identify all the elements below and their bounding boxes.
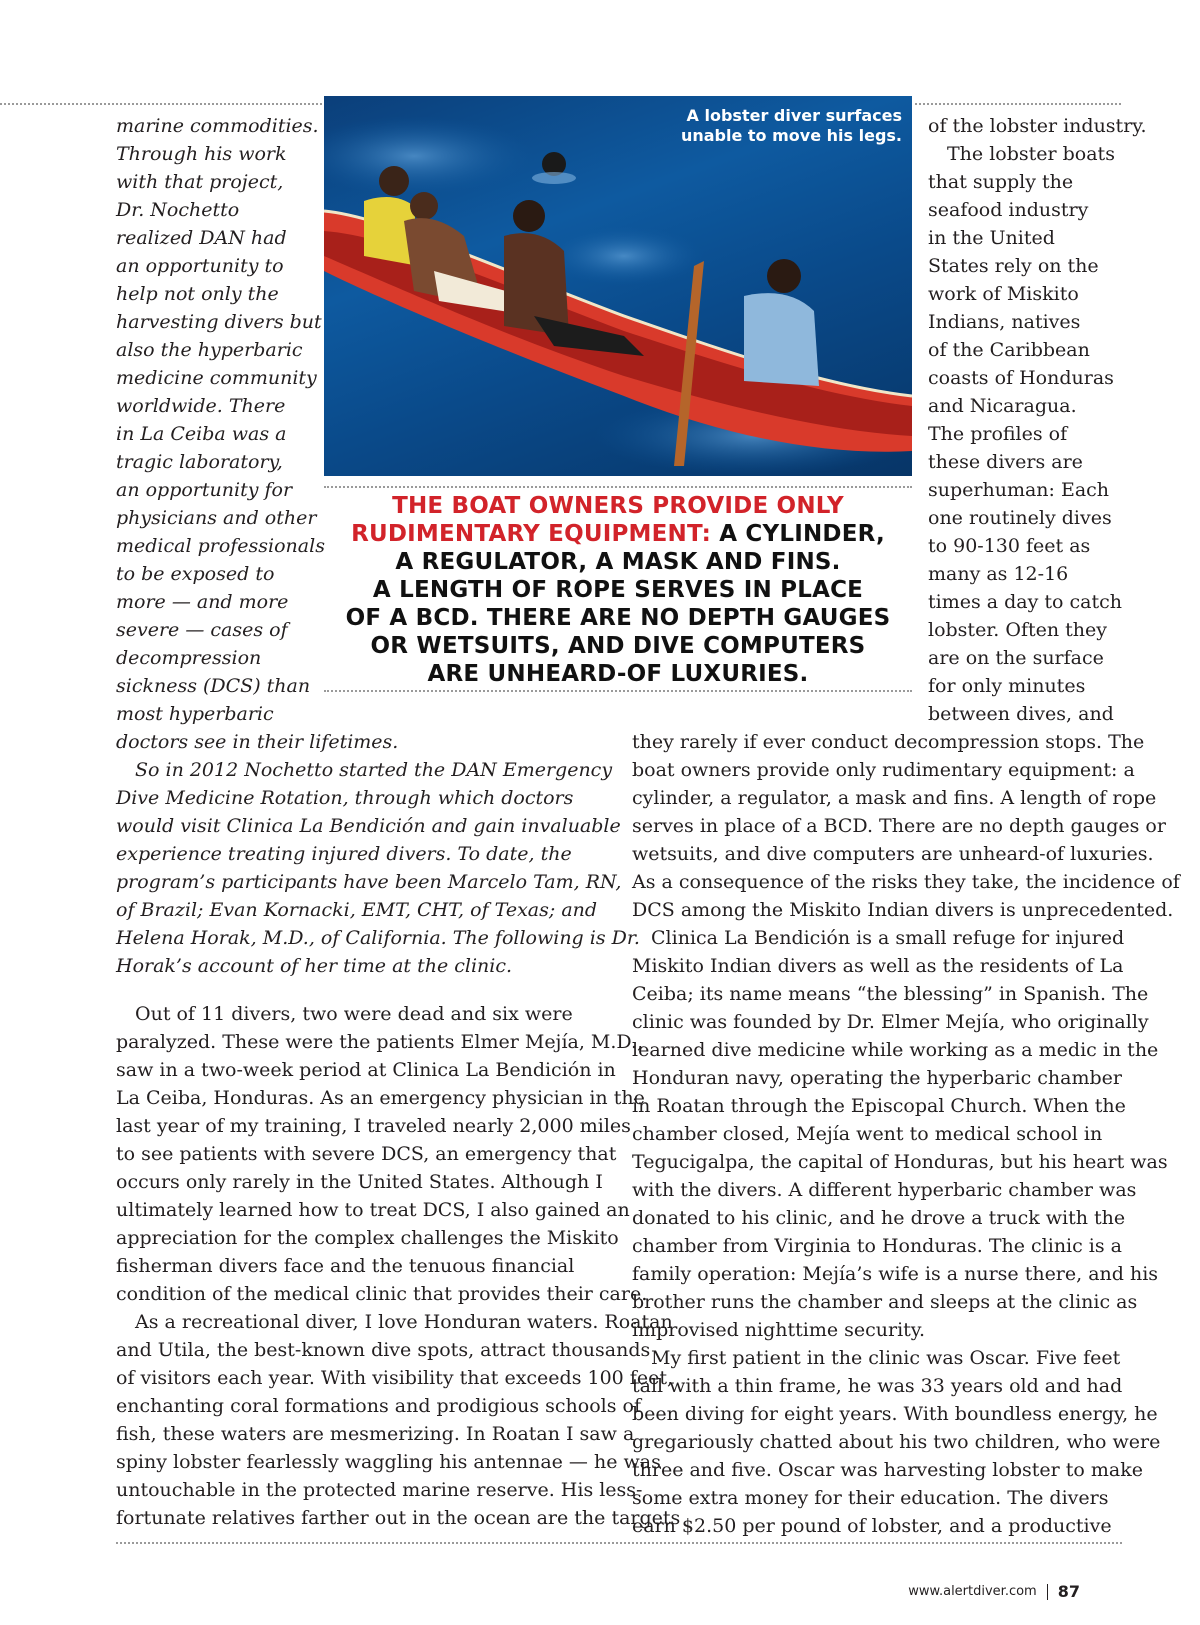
pull-quote: [324, 492, 912, 688]
text-line: three and five. Oscar was harvesting lobster to make: [632, 1459, 1143, 1481]
text-line: superhuman: Each: [928, 479, 1110, 501]
top-rule-right: [915, 103, 1121, 105]
page-footer: [908, 1582, 1080, 1601]
text-line: many as 12-16: [928, 563, 1069, 585]
text-line: Honduran navy, operating the hyperbaric chamber: [632, 1067, 1122, 1089]
text-line: States rely on the: [928, 255, 1099, 277]
text-line: with that project,: [116, 171, 284, 193]
text-line: in the United: [928, 227, 1055, 249]
text-line: and Utila, the best-known dive spots, attract thousands: [116, 1339, 651, 1361]
text-line: tall with a thin frame, he was 33 years old and had: [632, 1375, 1123, 1397]
text-line: decompression: [116, 647, 262, 669]
text-line: most hyperbaric: [116, 703, 274, 725]
text-line: Out of 11 divers, two were dead and six were: [135, 1003, 573, 1025]
text-line: in Roatan through the Episcopal Church. When the: [632, 1095, 1126, 1117]
text-line: family operation: Mejía’s wife is a nurse there, and his: [632, 1263, 1159, 1285]
text-line: As a recreational diver, I love Honduran waters. Roatan: [135, 1311, 673, 1333]
text-line: coasts of Honduras: [928, 367, 1114, 389]
text-line: harvesting divers but: [116, 311, 322, 333]
text-line: The profiles of: [928, 423, 1068, 445]
pull-quote-line: OF A BCD. THERE ARE NO DEPTH GAUGES: [345, 605, 891, 631]
text-line: Helena Horak, M.D., of California. The following is Dr.: [116, 927, 640, 949]
text-line: Ceiba; its name means “the blessing” in Spanish. The: [632, 983, 1149, 1005]
text-line: and Nicaragua.: [928, 395, 1077, 417]
text-line: between dives, and: [928, 703, 1114, 725]
text-line: cylinder, a regulator, a mask and fins. A length of rope: [632, 787, 1157, 809]
text-line: to be exposed to: [116, 563, 275, 585]
text-line: saw in a two-week period at Clinica La Bendición in: [116, 1059, 616, 1081]
text-line: are on the surface: [928, 647, 1104, 669]
lobster-boat-photo: [324, 96, 912, 476]
text-line: program’s participants have been Marcelo Tam, RN,: [116, 871, 622, 893]
boat-illustration: [324, 96, 912, 476]
pull-quote-line: A LENGTH OF ROPE SERVES IN PLACE: [372, 577, 864, 603]
text-line: gregariously chatted about his two children, who were: [632, 1431, 1161, 1453]
text-line: The lobster boats: [947, 143, 1115, 165]
text-line: been diving for eight years. With boundless energy, he: [632, 1403, 1158, 1425]
pull-quote-text: A CYLINDER,: [711, 521, 885, 547]
text-line: improvised nighttime security.: [632, 1319, 926, 1341]
text-line: appreciation for the complex challenges the Miskito: [116, 1227, 619, 1249]
text-line: to 90-130 feet as: [928, 535, 1091, 557]
text-line: some extra money for their education. The divers: [632, 1487, 1109, 1509]
text-line: So in 2012 Nochetto started the DAN Emergency: [135, 759, 613, 781]
text-line: for only minutes: [928, 675, 1086, 697]
text-line: My first patient in the clinic was Oscar. Five feet: [651, 1347, 1121, 1369]
text-line: doctors see in their lifetimes.: [116, 731, 399, 753]
text-line: in La Ceiba was a: [116, 423, 287, 445]
text-line: worldwide. There: [116, 395, 286, 417]
text-line: physicians and other: [116, 507, 317, 529]
pull-quote-line: [324, 520, 912, 548]
text-line: seafood industry: [928, 199, 1089, 221]
left-intro-narrow: [116, 112, 399, 756]
text-line: they rarely if ever conduct decompression stops. The: [632, 731, 1145, 753]
page-number: 87: [1057, 1582, 1080, 1601]
text-line: Miskito Indian divers as well as the residents of La: [632, 955, 1124, 977]
text-line: of Brazil; Evan Kornacki, EMT, CHT, of Texas; and: [116, 899, 598, 921]
text-line: serves in place of a BCD. There are no depth gauges or: [632, 815, 1166, 837]
text-line: of the Caribbean: [928, 339, 1090, 361]
right-narrow-column: [928, 112, 1147, 728]
text-line: lobster. Often they: [928, 619, 1107, 641]
text-line: also the hyperbaric: [116, 339, 303, 361]
caption-line: A lobster diver surfaces: [686, 106, 902, 125]
text-line: fish, these waters are mesmerizing. In Roatan I saw a: [116, 1423, 635, 1445]
bottom-rule: [116, 1542, 1122, 1544]
text-line: La Ceiba, Honduras. As an emergency physician in the: [116, 1087, 645, 1109]
text-line: condition of the medical clinic that provides their care.: [116, 1283, 648, 1305]
text-line: an opportunity for: [116, 479, 293, 501]
text-line: one routinely dives: [928, 507, 1112, 529]
text-line: Horak’s account of her time at the clinic.: [116, 955, 513, 977]
text-line: of visitors each year. With visibility that exceeds 100 feet,: [116, 1367, 674, 1389]
text-line: paralyzed. These were the patients Elmer Mejía, M.D.,: [116, 1031, 644, 1053]
text-line: learned dive medicine while working as a medic in the: [632, 1039, 1159, 1061]
text-line: fisherman divers face and the tenuous financial: [116, 1255, 575, 1277]
text-line: clinic was founded by Dr. Elmer Mejía, who originally: [632, 1011, 1149, 1033]
left-body-column: [116, 1000, 681, 1532]
caption-line: unable to move his legs.: [680, 126, 902, 145]
text-line: experience treating injured divers. To date, the: [116, 843, 572, 865]
pull-quote-line: ARE UNHEARD-OF LUXURIES.: [427, 661, 809, 687]
footer-url[interactable]: www.alertdiver.com: [908, 1584, 1037, 1599]
text-line: chamber closed, Mejía went to medical school in: [632, 1123, 1103, 1145]
text-line: sickness (DCS) than: [116, 675, 311, 697]
pull-quote-line: A REGULATOR, A MASK AND FINS.: [395, 549, 841, 575]
text-line: of the lobster industry.: [928, 115, 1147, 137]
text-line: untouchable in the protected marine reserve. His less-: [116, 1479, 643, 1501]
text-line: an opportunity to: [116, 255, 284, 277]
text-line: Dive Medicine Rotation, through which doctors: [116, 787, 574, 809]
pullquote-rule-top: [324, 486, 912, 488]
text-line: Tegucigalpa, the capital of Honduras, but his heart was: [632, 1151, 1168, 1173]
pull-quote-line: THE BOAT OWNERS PROVIDE ONLY: [392, 493, 844, 519]
text-line: help not only the: [116, 283, 279, 305]
text-line: medicine community: [116, 367, 317, 389]
photo-caption: [681, 106, 902, 146]
footer-divider: [1047, 1584, 1048, 1600]
pullquote-rule-bottom: [324, 690, 912, 692]
pull-quote-line: OR WETSUITS, AND DIVE COMPUTERS: [370, 633, 866, 659]
text-line: enchanting coral formations and prodigious schools of: [116, 1395, 641, 1417]
text-line: with the divers. A different hyperbaric chamber was: [632, 1179, 1137, 1201]
text-line: these divers are: [928, 451, 1083, 473]
right-body-column: [632, 728, 1180, 1540]
text-line: medical professionals: [116, 535, 325, 557]
text-line: work of Miskito: [928, 283, 1079, 305]
text-line: ultimately learned how to treat DCS, I also gained an: [116, 1199, 630, 1221]
text-line: brother runs the chamber and sleeps at the clinic as: [632, 1291, 1138, 1313]
text-line: to see patients with severe DCS, an emergency that: [116, 1143, 617, 1165]
text-line: Clinica La Bendición is a small refuge for injured: [651, 927, 1125, 949]
text-line: realized DAN had: [116, 227, 287, 249]
text-line: fortunate relatives farther out in the ocean are the targets: [116, 1507, 681, 1529]
text-line: more — and more: [116, 591, 289, 613]
text-line: marine commodities.: [116, 115, 319, 137]
top-rule-left: [0, 103, 322, 105]
text-line: tragic laboratory,: [116, 451, 283, 473]
text-line: As a consequence of the risks they take, the incidence of: [632, 871, 1180, 893]
text-line: severe — cases of: [116, 619, 288, 641]
text-line: would visit Clinica La Bendición and gain invaluable: [116, 815, 621, 837]
left-intro-wide: [116, 756, 640, 980]
text-line: last year of my training, I traveled nearly 2,000 miles: [116, 1115, 631, 1137]
text-line: Indians, natives: [928, 311, 1081, 333]
text-line: donated to his clinic, and he drove a truck with the: [632, 1207, 1126, 1229]
text-line: boat owners provide only rudimentary equipment: a: [632, 759, 1135, 781]
text-line: DCS among the Miskito Indian divers is unprecedented.: [632, 899, 1174, 921]
text-line: occurs only rarely in the United States. Although I: [116, 1171, 603, 1193]
text-line: earn $2.50 per pound of lobster, and a productive: [632, 1515, 1112, 1537]
text-line: spiny lobster fearlessly waggling his antennae — he was: [116, 1451, 661, 1473]
text-line: Dr. Nochetto: [116, 199, 240, 221]
text-line: Through his work: [116, 143, 287, 165]
text-line: wetsuits, and dive computers are unheard-of luxuries.: [632, 843, 1154, 865]
pull-quote-red-text: RUDIMENTARY EQUIPMENT:: [351, 521, 712, 547]
text-line: chamber from Virginia to Honduras. The clinic is a: [632, 1235, 1123, 1257]
text-line: that supply the: [928, 171, 1074, 193]
text-line: times a day to catch: [928, 591, 1122, 613]
